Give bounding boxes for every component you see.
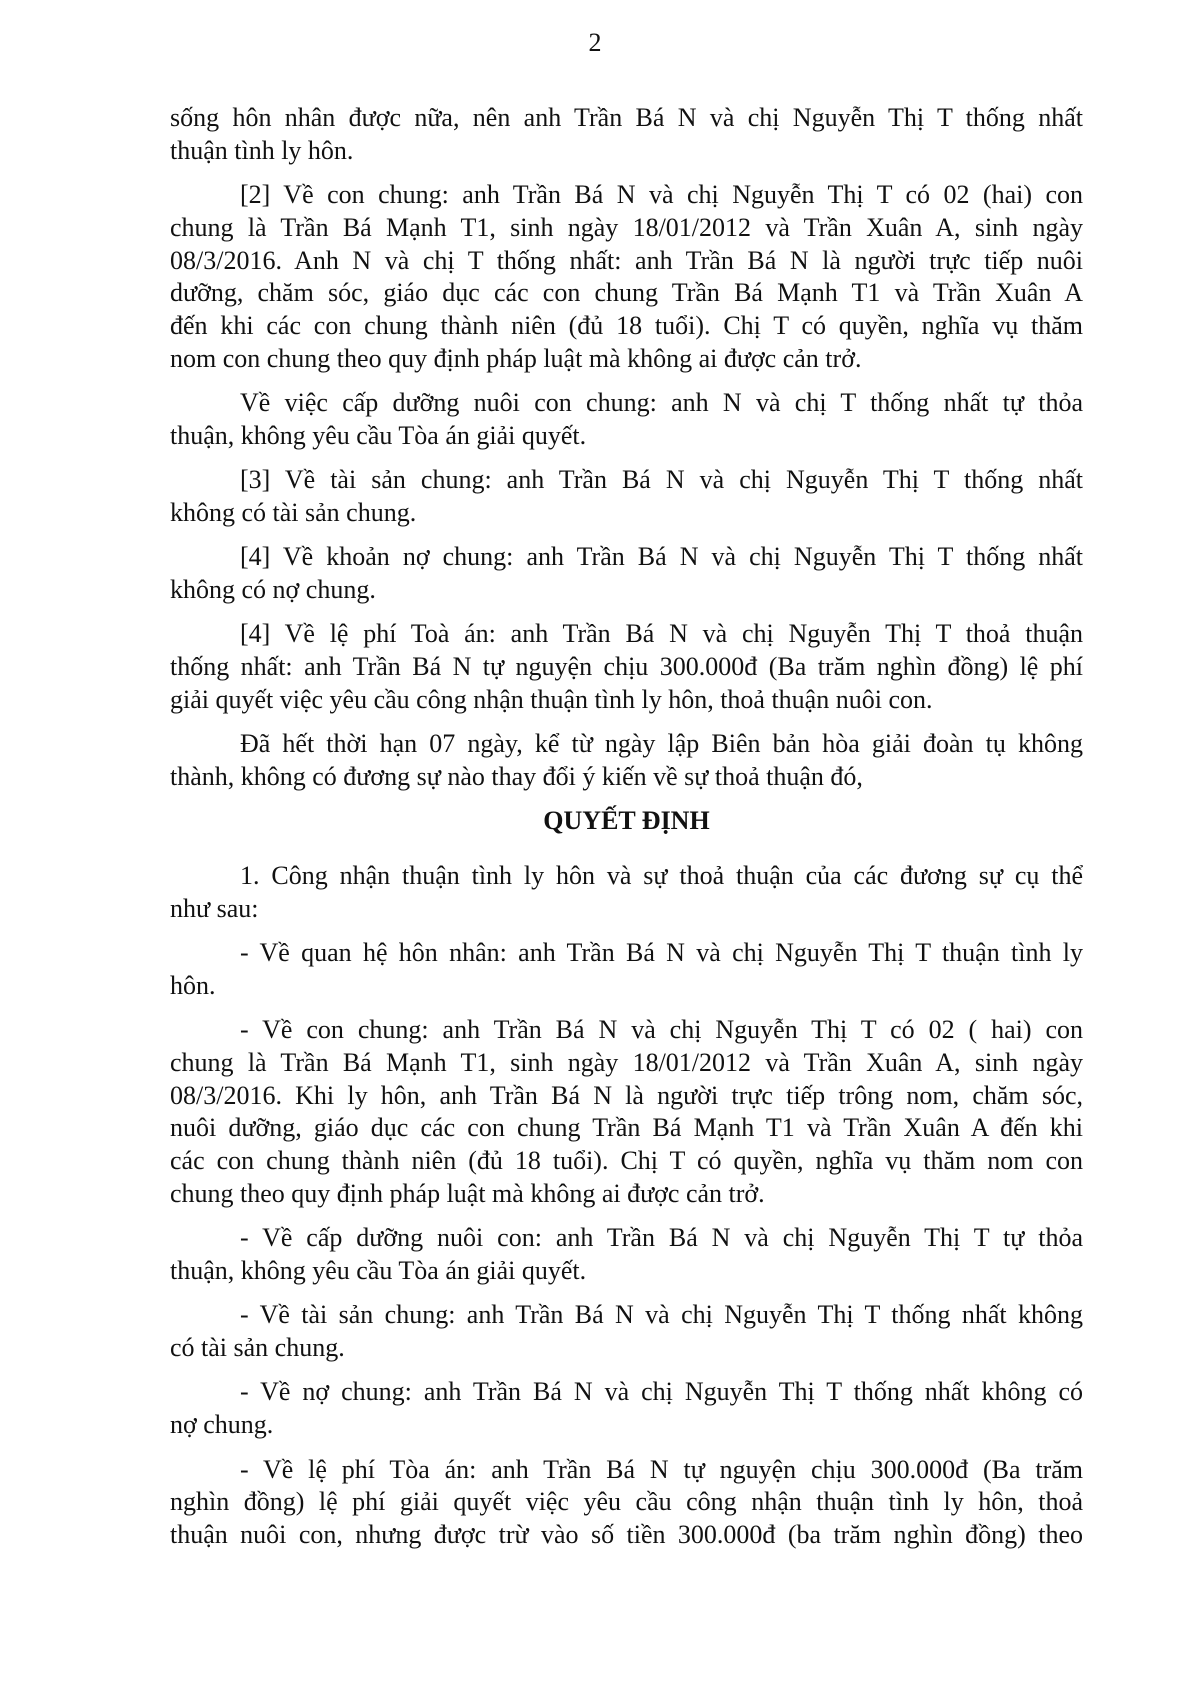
paragraph (170, 464, 1083, 529)
paragraph (170, 102, 1083, 167)
text-line: [2] Về con chung: anh Trần Bá N và chị Nguyễn Thị T có 02 (hai) con (240, 180, 1083, 210)
text-line: - Về con chung: anh Trần Bá N và chị Nguyễn Thị T có 02 ( hai) con (240, 1015, 1083, 1045)
text-line: - Về tài sản chung: anh Trần Bá N và chị Nguyễn Thị T thống nhất không (240, 1300, 1083, 1330)
text-line: [4] Về khoản nợ chung: anh Trần Bá N và chị Nguyễn Thị T thống nhất (240, 542, 1083, 572)
paragraph (170, 1376, 1083, 1441)
paragraph (170, 1014, 1083, 1210)
text-line: chung là Trần Bá Mạnh T1, sinh ngày 18/01/2012 và Trần Xuân A, sinh ngày (170, 1048, 1083, 1078)
text-line: - Về quan hệ hôn nhân: anh Trần Bá N và chị Nguyễn Thị T thuận tình ly (240, 938, 1083, 968)
text-line: không có nợ chung. (170, 574, 376, 604)
text-line: giải quyết việc yêu cầu công nhận thuận tình ly hôn, thoả thuận nuôi con. (170, 684, 933, 714)
text-line: sống hôn nhân được nữa, nên anh Trần Bá N và chị Nguyễn Thị T thống nhất (170, 103, 1083, 132)
paragraph (170, 1299, 1083, 1364)
text-line: [3] Về tài sản chung: anh Trần Bá N và chị Nguyễn Thị T thống nhất (240, 465, 1083, 495)
paragraph (170, 541, 1083, 606)
text-line: đến khi các con chung thành niên (đủ 18 tuổi). Chị T có quyền, nghĩa vụ thăm (170, 310, 1083, 340)
paragraph (170, 728, 1083, 793)
text-line: các con chung thành niên (đủ 18 tuổi). Chị T có quyền, nghĩa vụ thăm nom con (170, 1146, 1083, 1176)
paragraph (170, 860, 1083, 925)
text-line: thống nhất: anh Trần Bá N tự nguyện chịu 300.000đ (Ba trăm nghìn đồng) lệ phí (170, 651, 1083, 681)
paragraph (170, 1454, 1083, 1552)
text-line: 08/3/2016. Khi ly hôn, anh Trần Bá N là người trực tiếp trông nom, chăm sóc, (170, 1080, 1083, 1110)
paragraph (170, 387, 1083, 452)
text-line: nghìn đồng) lệ phí giải quyết việc yêu cầu công nhận thuận tình ly hôn, thoả (170, 1487, 1083, 1517)
text-line: - Về lệ phí Tòa án: anh Trần Bá N tự nguyện chịu 300.000đ (Ba trăm (240, 1454, 1083, 1484)
paragraph (170, 1222, 1083, 1287)
text-line: 1. Công nhận thuận tình ly hôn và sự thoả thuận của các đương sự cụ thể (240, 861, 1083, 891)
paragraph (170, 618, 1083, 716)
paragraph (170, 937, 1083, 1002)
text-line: Đã hết thời hạn 07 ngày, kể từ ngày lập Biên bản hòa giải đoàn tụ không (240, 729, 1083, 759)
text-line: như sau: (170, 893, 259, 923)
section-heading: QUYẾT ĐỊNH (543, 806, 710, 836)
text-line: - Về nợ chung: anh Trần Bá N và chị Nguyễn Thị T thống nhất không có (240, 1377, 1083, 1407)
text-line: - Về cấp dưỡng nuôi con: anh Trần Bá N và chị Nguyễn Thị T tự thỏa (240, 1223, 1083, 1253)
text-line: nợ chung. (170, 1410, 274, 1440)
text-line: Về việc cấp dưỡng nuôi con chung: anh N và chị T thống nhất tự thỏa (240, 388, 1083, 417)
text-line: [4] Về lệ phí Toà án: anh Trần Bá N và chị Nguyễn Thị T thoả thuận (240, 619, 1083, 649)
text-line: thuận, không yêu cầu Tòa án giải quyết. (170, 420, 587, 450)
document-body (170, 102, 1083, 1563)
text-line: thuận tình ly hôn. (170, 135, 354, 165)
text-line: thuận, không yêu cầu Tòa án giải quyết. (170, 1255, 587, 1285)
paragraph (170, 179, 1083, 375)
text-line: hôn. (170, 970, 216, 1000)
text-line: không có tài sản chung. (170, 497, 417, 527)
text-line: nom con chung theo quy định pháp luật mà không ai được cản trở. (170, 343, 862, 373)
text-line: dưỡng, chăm sóc, giáo dục các con chung Trần Bá Mạnh T1 và Trần Xuân A (170, 278, 1083, 308)
text-line: thành, không có đương sự nào thay đổi ý kiến về sự thoả thuận đó, (170, 761, 863, 791)
text-line: có tài sản chung. (170, 1333, 345, 1363)
text-line: chung theo quy định pháp luật mà không ai được cản trở. (170, 1178, 765, 1208)
text-line: thuận nuôi con, nhưng được trừ vào số tiền 300.000đ (ba trăm nghìn đồng) theo (170, 1519, 1083, 1549)
text-line: 08/3/2016. Anh N và chị T thống nhất: anh Trần Bá N là người trực tiếp nuôi (170, 245, 1083, 275)
text-line: nuôi dưỡng, giáo dục các con chung Trần Bá Mạnh T1 và Trần Xuân A đến khi (170, 1113, 1083, 1143)
text-line: chung là Trần Bá Mạnh T1, sinh ngày 18/01/2012 và Trần Xuân A, sinh ngày (170, 212, 1083, 242)
page-number: 2 (588, 28, 602, 57)
